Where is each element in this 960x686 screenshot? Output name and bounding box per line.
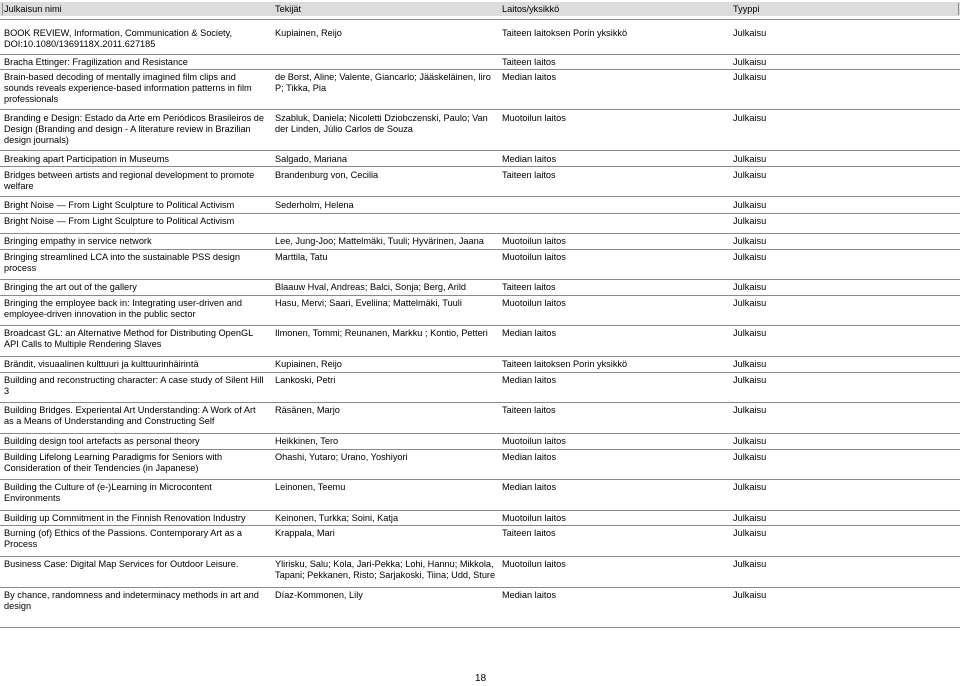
cell-title: Consideration of their Tendencies (in Japanese) [4,463,199,473]
cell-unit: Taiteen laitos [502,405,556,415]
cell-title: DOI:10.1080/1369118X.2011.627185 [4,39,156,49]
cell-authors: Szabluk, Daniela; Nicoletti Dziobczenski, Paulo; Van [275,113,488,123]
cell-type: Julkaisu [733,559,767,569]
cell-title: Burning (of) Ethics of the Passions. Contemporary Art as a [4,528,242,538]
cell-title: as a Means of Understanding and Constructing Self [4,416,215,426]
cell-authors: de Borst, Aline; Valente, Giancarlo; Jääskeläinen, Iiro [275,72,491,82]
cell-type: Julkaisu [733,113,767,123]
cell-authors: Díaz-Kommonen, Lily [275,590,363,600]
cell-title: Building and reconstructing character: A case study of Silent Hill [4,375,264,385]
cell-type: Julkaisu [733,28,767,38]
row-separator [0,356,960,357]
row-separator [0,19,960,20]
cell-title: process [4,263,37,273]
cell-title: Design (Branding and design - A literature review in Brazilian [4,124,251,134]
cell-title: Bringing empathy in service network [4,236,152,246]
cell-title: sounds reveals experience-based information patterns in film [4,83,252,93]
cell-title: Building Lifelong Learning Paradigms for Seniors with [4,452,223,462]
row-separator [0,433,960,434]
cell-unit: Muotoilun laitos [502,559,566,569]
cell-unit: Muotoilun laitos [502,513,566,523]
row-separator [0,479,960,480]
row-separator [0,525,960,526]
cell-title: design [4,601,32,611]
cell-authors: Hasu, Mervi; Saari, Eveliina; Mattelmäki, Tuuli [275,298,462,308]
row-separator [0,279,960,280]
row-separator [0,213,960,214]
row-separator [0,325,960,326]
cell-authors: Salgado, Mariana [275,154,348,164]
row-separator [0,510,960,511]
cell-authors: Kupiainen, Reijo [275,359,342,369]
row-separator [0,196,960,197]
cell-type: Julkaisu [733,72,767,82]
row-separator [0,109,960,110]
cell-authors: Sederholm, Helena [275,200,354,210]
cell-title: API Calls to Multiple Rendering Slaves [4,339,162,349]
cell-authors: Lankoski, Petri [275,375,336,385]
cell-authors: Krappala, Mari [275,528,335,538]
cell-type: Julkaisu [733,452,767,462]
cell-authors: Tapani; Pekkanen, Risto; Sarjakoski, Tiina; Udd, Sture [275,570,496,580]
row-separator [0,249,960,250]
cell-title: Bringing streamlined LCA into the sustainable PSS design [4,252,240,262]
row-separator [0,627,960,628]
page-number: 18 [475,673,487,684]
cell-authors: Räsänen, Marjo [275,405,340,415]
cell-unit: Muotoilun laitos [502,252,566,262]
cell-unit: Muotoilun laitos [502,236,566,246]
cell-authors: Ylirisku, Salu; Kola, Jari-Pekka; Lohi, Hannu; Mikkola, [275,559,494,569]
cell-title: Building design tool artefacts as personal theory [4,436,200,446]
cell-authors: Blaauw Hval, Andreas; Balci, Sonja; Berg, Arild [275,282,466,292]
cell-type: Julkaisu [733,216,767,226]
cell-type: Julkaisu [733,375,767,385]
cell-title: Brändit, visuaalinen kulttuuri ja kulttuurinhäirintä [4,359,199,369]
cell-unit: Median laitos [502,482,557,492]
cell-type: Julkaisu [733,482,767,492]
cell-unit: Median laitos [502,452,557,462]
cell-type: Julkaisu [733,328,767,338]
cell-title: Brain-based decoding of mentally imagined film clips and [4,72,236,82]
cell-authors: Brandenburg von, Cecilia [275,170,379,180]
cell-title: Bridges between artists and regional development to promote [4,170,255,180]
cell-title: Broadcast GL: an Alternative Method for Distributing OpenGL [4,328,254,338]
cell-type: Julkaisu [733,436,767,446]
cell-authors: der Linden, Júlio Carlos de Souza [275,124,413,134]
cell-unit: Median laitos [502,375,557,385]
cell-unit: Median laitos [502,328,557,338]
cell-title: Branding e Design: Estado da Arte em Periódicos Brasileiros de [4,113,264,123]
cell-type: Julkaisu [733,236,767,246]
row-separator [0,233,960,234]
cell-title: professionals [4,94,59,104]
row-separator [0,372,960,373]
cell-type: Julkaisu [733,57,767,67]
cell-unit: Median laitos [502,154,557,164]
cell-type: Julkaisu [733,528,767,538]
cell-title: Bringing the art out of the gallery [4,282,137,292]
cell-type: Julkaisu [733,282,767,292]
cell-title: 3 [4,386,10,396]
row-separator [0,166,960,167]
row-separator [0,587,960,588]
cell-unit: Taiteen laitos [502,528,556,538]
cell-type: Julkaisu [733,154,767,164]
cell-title: Breaking apart Participation in Museums [4,154,169,164]
col-header-unit: Laitos/yksikkö [502,4,560,14]
cell-title: By chance, randomness and indeterminacy methods in art and [4,590,259,600]
cell-authors: Keinonen, Turkka; Soini, Katja [275,513,399,523]
cell-type: Julkaisu [733,590,767,600]
header-frame [2,3,959,15]
cell-authors: Kupiainen, Reijo [275,28,342,38]
cell-authors: Ohashi, Yutaro; Urano, Yoshiyori [275,452,408,462]
cell-unit: Muotoilun laitos [502,298,566,308]
cell-authors: Marttila, Tatu [275,252,328,262]
col-header-type: Tyyppi [733,4,760,14]
col-header-authors: Tekijät [275,4,302,14]
row-separator [0,449,960,450]
col-header-title: Julkaisun nimi [4,4,62,14]
cell-type: Julkaisu [733,405,767,415]
cell-unit: Taiteen laitos [502,282,556,292]
row-separator [0,295,960,296]
cell-title: Process [4,539,38,549]
cell-title: design journals) [4,135,69,145]
row-separator [0,69,960,70]
cell-authors: Leinonen, Teemu [275,482,346,492]
cell-title: Building the Culture of (e-)Learning in Microcontent [4,482,212,492]
cell-title: Bringing the employee back in: Integrating user-driven and [4,298,242,308]
cell-title: BOOK REVIEW, Information, Communication & Society, [4,28,233,38]
cell-type: Julkaisu [733,298,767,308]
cell-authors: P; Tikka, Pia [275,83,327,93]
cell-unit: Taiteen laitoksen Porin yksikkö [502,359,628,369]
cell-title: Bracha Ettinger: Fragilization and Resistance [4,57,188,67]
cell-unit: Muotoilun laitos [502,113,566,123]
row-separator [0,402,960,403]
cell-title: welfare [4,181,34,191]
cell-unit: Median laitos [502,72,557,82]
cell-title: Building Bridges. Experiental Art Understanding: A Work of Art [4,405,256,415]
row-separator [0,54,960,55]
cell-type: Julkaisu [733,170,767,180]
cell-type: Julkaisu [733,252,767,262]
cell-title: Building up Commitment in the Finnish Renovation Industry [4,513,246,523]
cell-unit: Taiteen laitos [502,57,556,67]
cell-authors: Ilmonen, Tommi; Reunanen, Markku ; Kontio, Petteri [275,328,488,338]
cell-authors: Lee, Jung-Joo; Mattelmäki, Tuuli; Hyvärinen, Jaana [275,236,484,246]
row-separator [0,150,960,151]
cell-authors: Heikkinen, Tero [275,436,339,446]
cell-unit: Muotoilun laitos [502,436,566,446]
cell-unit: Taiteen laitoksen Porin yksikkö [502,28,628,38]
cell-unit: Median laitos [502,590,557,600]
cell-type: Julkaisu [733,359,767,369]
cell-title: Bright Noise — From Light Sculpture to Political Activism [4,200,235,210]
row-separator [0,556,960,557]
cell-title: employee-driven innovation in the public sector [4,309,196,319]
cell-type: Julkaisu [733,200,767,210]
cell-title: Bright Noise — From Light Sculpture to Political Activism [4,216,235,226]
cell-unit: Taiteen laitos [502,170,556,180]
cell-type: Julkaisu [733,513,767,523]
cell-title: Environments [4,493,61,503]
cell-title: Business Case: Digital Map Services for Outdoor Leisure. [4,559,239,569]
